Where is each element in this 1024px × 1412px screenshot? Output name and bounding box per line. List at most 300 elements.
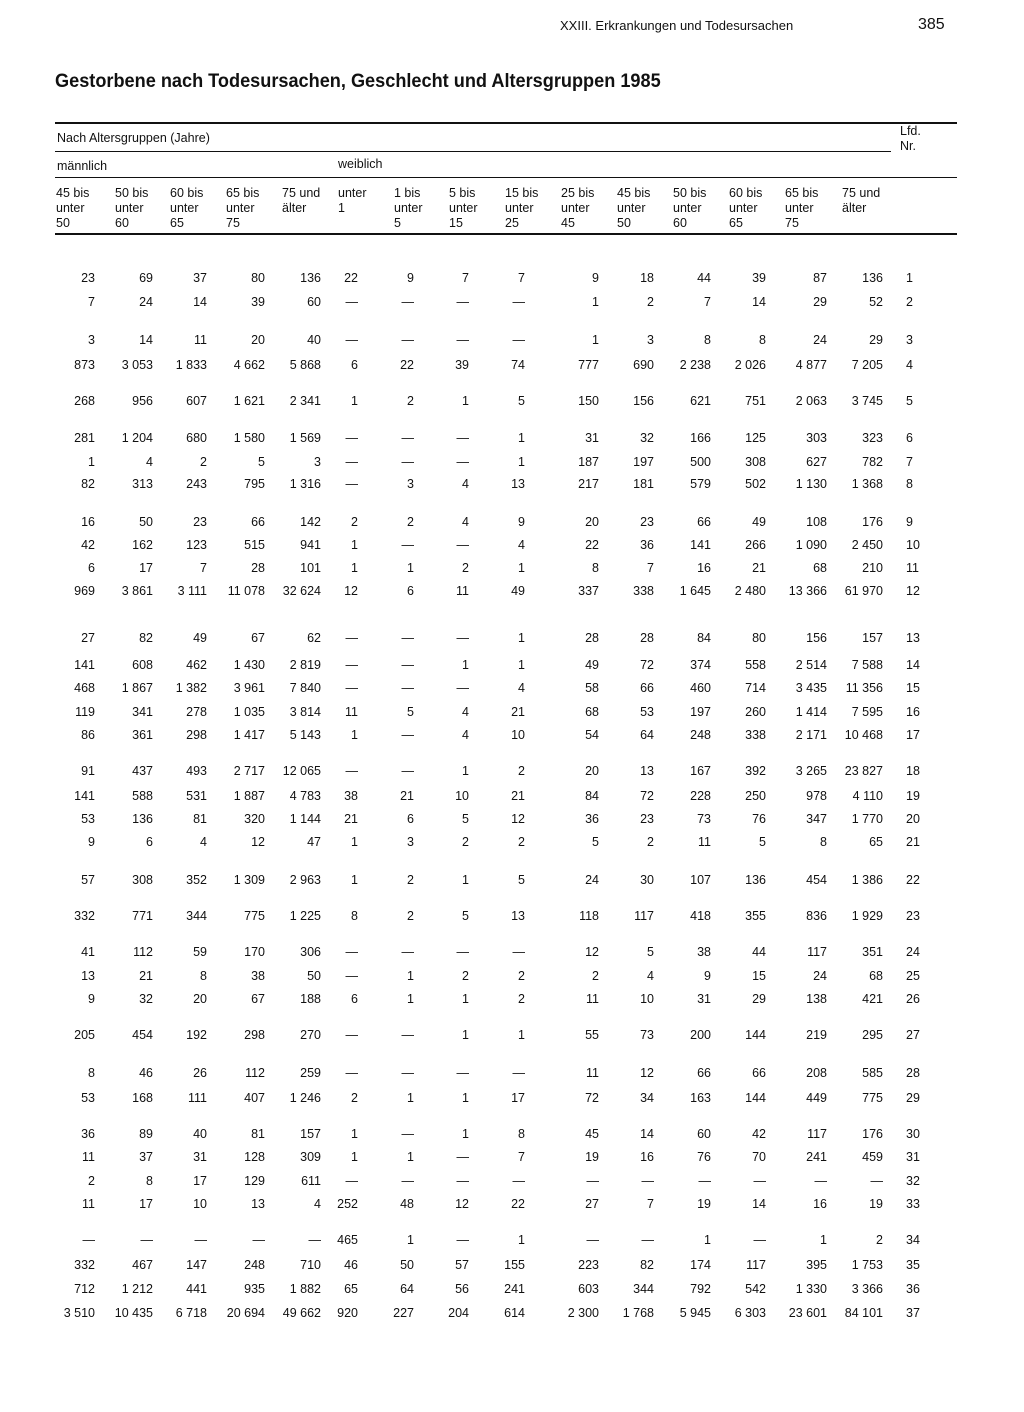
table-cell: 65	[344, 1282, 358, 1296]
table-cell: 308	[132, 873, 153, 887]
table-cell: 935	[244, 1282, 265, 1296]
column-header-line: 15	[449, 216, 463, 230]
table-cell: 278	[186, 705, 207, 719]
table-cell: 607	[186, 394, 207, 408]
table-cell: 156	[806, 631, 827, 645]
table-cell: —	[456, 538, 469, 552]
table-cell: 341	[132, 705, 153, 719]
table-cell: 68	[813, 561, 827, 575]
column-header	[170, 186, 203, 231]
table-cell: 12	[585, 945, 599, 959]
table-cell: —	[82, 1233, 95, 1247]
table-cell: 49	[585, 658, 599, 672]
table-cell: 1	[462, 1127, 469, 1141]
table-cell: 39	[752, 271, 766, 285]
table-cell: 775	[862, 1091, 883, 1105]
column-header-line: unter	[785, 201, 814, 215]
table-cell: 2 480	[734, 584, 766, 598]
table-cell: 588	[132, 789, 153, 803]
column-header-line: 65	[170, 216, 184, 230]
table-cell: 3	[407, 835, 414, 849]
table-cell: 3 366	[851, 1282, 883, 1296]
table-cell: 125	[745, 431, 766, 445]
table-cell: 332	[74, 909, 95, 923]
table-cell: 792	[690, 1282, 711, 1296]
table-cell: 20 694	[226, 1306, 265, 1320]
table-cell: 49	[752, 515, 766, 529]
table-cell: 14	[640, 1127, 654, 1141]
table-cell: —	[401, 1066, 414, 1080]
table-cell: 10	[640, 992, 654, 1006]
table-cell: —	[345, 455, 358, 469]
row-number: 37	[906, 1306, 920, 1320]
table-cell: 2	[462, 969, 469, 983]
table-cell: 1 035	[233, 705, 265, 719]
table-cell: 502	[745, 477, 766, 491]
column-header-line: unter	[561, 201, 590, 215]
table-cell: —	[401, 1028, 414, 1042]
table-cell: 60	[307, 295, 321, 309]
table-cell: 16	[813, 1197, 827, 1211]
table-cell: 1	[351, 538, 358, 552]
table-cell: 144	[745, 1028, 766, 1042]
row-number: 5	[906, 394, 913, 408]
table-cell: 176	[862, 1127, 883, 1141]
table-cell: —	[456, 631, 469, 645]
table-cell: 500	[690, 455, 711, 469]
table-cell: 344	[633, 1282, 654, 1296]
table-cell: 1	[351, 561, 358, 575]
row-number: 2	[906, 295, 913, 309]
table-cell: —	[401, 295, 414, 309]
table-cell: 84	[697, 631, 711, 645]
table-cell: —	[401, 631, 414, 645]
table-cell: —	[456, 455, 469, 469]
table-cell: 344	[186, 909, 207, 923]
table-cell: 15	[752, 969, 766, 983]
column-header-line: 1 bis	[394, 186, 421, 200]
table-cell: 5 945	[679, 1306, 711, 1320]
table-cell: 308	[745, 455, 766, 469]
table-cell: 46	[139, 1066, 153, 1080]
table-cell: 174	[690, 1258, 711, 1272]
table-cell: 53	[81, 812, 95, 826]
table-cell: 1 414	[795, 705, 827, 719]
row-number: 29	[906, 1091, 920, 1105]
table-cell: 2 450	[851, 538, 883, 552]
row-number: 19	[906, 789, 920, 803]
table-cell: 351	[862, 945, 883, 959]
table-cell: 243	[186, 477, 207, 491]
table-cell: 969	[74, 584, 95, 598]
table-cell: 3 510	[63, 1306, 95, 1320]
table-cell: 1	[351, 394, 358, 408]
table-cell: 1 645	[679, 584, 711, 598]
table-cell: —	[512, 1066, 525, 1080]
table-cell: 3 745	[851, 394, 883, 408]
table-cell: 166	[690, 431, 711, 445]
table-cell: 2	[407, 873, 414, 887]
row-number: 28	[906, 1066, 920, 1080]
row-number: 16	[906, 705, 920, 719]
table-cell: 4 783	[289, 789, 321, 803]
table-cell: 2 300	[567, 1306, 599, 1320]
table-cell: 13	[251, 1197, 265, 1211]
table-cell: 1	[407, 561, 414, 575]
table-cell: 67	[251, 992, 265, 1006]
table-cell: 46	[344, 1258, 358, 1272]
table-cell: 250	[745, 789, 766, 803]
table-cell: —	[401, 728, 414, 742]
table-cell: —	[456, 1150, 469, 1164]
table-cell: 460	[690, 681, 711, 695]
table-cell: 621	[690, 394, 711, 408]
table-cell: 418	[690, 909, 711, 923]
column-header	[561, 186, 594, 231]
row-number: 11	[906, 561, 919, 575]
column-header-line: unter	[170, 201, 199, 215]
table-cell: —	[308, 1233, 321, 1247]
table-cell: 1 212	[121, 1282, 153, 1296]
table-cell: 82	[81, 477, 95, 491]
table-cell: —	[641, 1174, 654, 1188]
table-cell: 1	[704, 1233, 711, 1247]
table-cell: 374	[690, 658, 711, 672]
table-cell: 76	[752, 812, 766, 826]
table-cell: 2	[592, 969, 599, 983]
table-cell: —	[345, 969, 358, 983]
table-cell: —	[753, 1233, 766, 1247]
table-cell: —	[456, 295, 469, 309]
column-header-line: unter	[449, 201, 478, 215]
table-cell: 836	[806, 909, 827, 923]
table-cell: 6	[88, 561, 95, 575]
table-cell: —	[345, 681, 358, 695]
column-header-line: 65 bis	[226, 186, 260, 200]
table-cell: 1 225	[289, 909, 321, 923]
table-cell: 337	[578, 584, 599, 598]
table-cell: —	[345, 431, 358, 445]
table-cell: 1	[462, 873, 469, 887]
column-header-line: 50 bis	[673, 186, 707, 200]
table-cell: 12	[640, 1066, 654, 1080]
table-cell: 8	[351, 909, 358, 923]
table-cell: 9	[518, 515, 525, 529]
table-cell: 1 867	[121, 681, 153, 695]
table-cell: 1 882	[289, 1282, 321, 1296]
table-cell: 1 144	[289, 812, 321, 826]
table-cell: 2 717	[233, 764, 265, 778]
column-header-line: 75	[785, 216, 799, 230]
table-cell: 12 065	[282, 764, 321, 778]
table-cell: 7 205	[851, 358, 883, 372]
table-cell: —	[401, 455, 414, 469]
table-cell: 1	[88, 455, 95, 469]
table-cell: 4	[314, 1197, 321, 1211]
table-cell: 162	[132, 538, 153, 552]
table-cell: 313	[132, 477, 153, 491]
table-cell: 48	[400, 1197, 414, 1211]
table-cell: —	[753, 1174, 766, 1188]
column-header	[115, 186, 148, 231]
table-cell: 136	[745, 873, 766, 887]
table-cell: 7	[88, 295, 95, 309]
table-cell: 338	[745, 728, 766, 742]
row-number: 20	[906, 812, 920, 826]
table-cell: 309	[300, 1150, 321, 1164]
table-cell: 45	[585, 1127, 599, 1141]
table-cell: 2	[518, 969, 525, 983]
table-cell: 37	[139, 1150, 153, 1164]
table-cell: 751	[745, 394, 766, 408]
table-cell: 52	[869, 295, 883, 309]
table-cell: 1	[462, 992, 469, 1006]
table-cell: 4	[200, 835, 207, 849]
table-cell: 407	[244, 1091, 265, 1105]
table-cell: 14	[193, 295, 207, 309]
table-cell: 459	[862, 1150, 883, 1164]
table-cell: 978	[806, 789, 827, 803]
table-cell: 81	[193, 812, 207, 826]
table-cell: 6	[146, 835, 153, 849]
table-cell: 2	[462, 561, 469, 575]
table-cell: 200	[690, 1028, 711, 1042]
table-cell: 3 814	[289, 705, 321, 719]
table-cell: 5 868	[289, 358, 321, 372]
column-header-line: 5 bis	[449, 186, 476, 200]
row-number: 31	[906, 1150, 920, 1164]
table-cell: 65	[869, 835, 883, 849]
age-group-label: Nach Altersgruppen (Jahre)	[57, 131, 210, 145]
column-header-line: 45 bis	[56, 186, 90, 200]
table-cell: 1 382	[175, 681, 207, 695]
table-cell: 690	[633, 358, 654, 372]
row-number: 4	[906, 358, 913, 372]
table-cell: 6 303	[734, 1306, 766, 1320]
table-cell: 17	[193, 1174, 207, 1188]
table-cell: 7	[647, 1197, 654, 1211]
table-cell: 361	[132, 728, 153, 742]
table-cell: 1	[462, 764, 469, 778]
table-cell: 268	[74, 394, 95, 408]
table-cell: 1	[820, 1233, 827, 1247]
table-cell: —	[814, 1174, 827, 1188]
table-cell: 2	[876, 1233, 883, 1247]
table-cell: 1 386	[851, 873, 883, 887]
column-header-line: unter	[394, 201, 423, 215]
row-number: 17	[906, 728, 920, 742]
row-number: 1	[906, 271, 913, 285]
row-number: 27	[906, 1028, 920, 1042]
table-cell: 64	[640, 728, 654, 742]
table-cell: 204	[448, 1306, 469, 1320]
table-cell: 3 861	[121, 584, 153, 598]
row-number: 36	[906, 1282, 920, 1296]
table-cell: 712	[74, 1282, 95, 1296]
table-cell: 7	[647, 561, 654, 575]
table-cell: 4	[462, 515, 469, 529]
table-cell: 8	[518, 1127, 525, 1141]
table-cell: 1	[351, 728, 358, 742]
table-cell: —	[401, 538, 414, 552]
column-header-line: 5	[394, 216, 401, 230]
table-cell: 29	[813, 295, 827, 309]
table-cell: 86	[81, 728, 95, 742]
table-cell: 4 662	[233, 358, 265, 372]
table-cell: —	[252, 1233, 265, 1247]
table-cell: 13	[511, 477, 525, 491]
table-cell: 123	[186, 538, 207, 552]
table-cell: 1	[462, 1028, 469, 1042]
table-cell: 8	[592, 561, 599, 575]
table-cell: 352	[186, 873, 207, 887]
column-header-line: unter	[115, 201, 144, 215]
table-cell: 7	[518, 271, 525, 285]
table-cell: 112	[245, 1066, 265, 1080]
table-cell: 27	[585, 1197, 599, 1211]
table-cell: 1	[351, 873, 358, 887]
table-cell: —	[140, 1233, 153, 1247]
table-cell: 14	[752, 295, 766, 309]
table-cell: 37	[193, 271, 207, 285]
table-cell: 2 341	[289, 394, 321, 408]
table-cell: 260	[745, 705, 766, 719]
table-cell: 112	[133, 945, 153, 959]
table-cell: 208	[806, 1066, 827, 1080]
table-cell: 1 417	[233, 728, 265, 742]
table-cell: 5	[592, 835, 599, 849]
table-cell: 24	[813, 333, 827, 347]
table-cell: 150	[578, 394, 599, 408]
table-cell: 7	[518, 1150, 525, 1164]
table-cell: 468	[74, 681, 95, 695]
row-number: 26	[906, 992, 920, 1006]
table-cell: 542	[745, 1282, 766, 1296]
table-cell: 128	[244, 1150, 265, 1164]
table-cell: 421	[862, 992, 883, 1006]
table-cell: 11	[82, 1150, 95, 1164]
table-cell: 3 961	[233, 681, 265, 695]
column-header-line: 75 und	[282, 186, 321, 200]
table-cell: —	[401, 1174, 414, 1188]
column-header-line: 60 bis	[729, 186, 763, 200]
table-cell: 23 827	[844, 764, 883, 778]
table-cell: 155	[504, 1258, 525, 1272]
table-cell: 67	[251, 631, 265, 645]
table-cell: 138	[806, 992, 827, 1006]
table-cell: 2	[518, 835, 525, 849]
column-header-line: 45 bis	[617, 186, 651, 200]
row-number: 22	[906, 873, 920, 887]
column-header-line: unter	[226, 201, 255, 215]
group-rule	[55, 151, 891, 152]
table-cell: 10	[455, 789, 469, 803]
table-cell: —	[194, 1233, 207, 1247]
table-cell: 36	[640, 538, 654, 552]
table-cell: 107	[690, 873, 711, 887]
table-cell: 920	[337, 1306, 358, 1320]
table-cell: —	[345, 658, 358, 672]
table-cell: 8	[820, 835, 827, 849]
table-cell: 465	[337, 1233, 358, 1247]
table-cell: 58	[585, 681, 599, 695]
table-cell: 1 833	[175, 358, 207, 372]
table-cell: 1	[407, 1150, 414, 1164]
table-cell: —	[512, 945, 525, 959]
table-cell: 50	[400, 1258, 414, 1272]
table-cell: 1 569	[289, 431, 321, 445]
table-cell: 170	[244, 945, 265, 959]
male-label: männlich	[57, 159, 108, 173]
table-cell: 44	[697, 271, 711, 285]
column-header-line: 50	[56, 216, 70, 230]
table-cell: 197	[633, 455, 654, 469]
table-cell: 449	[806, 1091, 827, 1105]
table-cell: —	[401, 945, 414, 959]
table-cell: 777	[578, 358, 599, 372]
table-cell: 228	[690, 789, 711, 803]
table-cell: 241	[504, 1282, 525, 1296]
column-header	[617, 186, 650, 231]
table-cell: 2 514	[795, 658, 827, 672]
header-top-rule	[55, 122, 957, 124]
table-cell: 1 887	[233, 789, 265, 803]
table-cell: 1	[462, 394, 469, 408]
table-cell: —	[870, 1174, 883, 1188]
table-cell: —	[698, 1174, 711, 1188]
table-cell: 1 770	[851, 812, 883, 826]
table-cell: 2	[407, 515, 414, 529]
table-cell: 129	[244, 1174, 265, 1188]
table-cell: 22	[585, 538, 599, 552]
table-cell: 941	[300, 538, 321, 552]
table-cell: 32	[139, 992, 153, 1006]
column-header-line: 65 bis	[785, 186, 819, 200]
table-cell: 1	[518, 1233, 525, 1247]
column-header-line: 60	[115, 216, 129, 230]
table-cell: 1 768	[622, 1306, 654, 1320]
table-cell: 1	[518, 455, 525, 469]
table-cell: 19	[697, 1197, 711, 1211]
table-cell: 3	[88, 333, 95, 347]
table-cell: 14	[139, 333, 153, 347]
table-cell: 2	[351, 1091, 358, 1105]
table-cell: 21	[139, 969, 153, 983]
table-cell: 7 840	[289, 681, 321, 695]
table-cell: 1	[407, 1233, 414, 1247]
table-cell: 53	[81, 1091, 95, 1105]
table-cell: 42	[81, 538, 95, 552]
table-cell: 4 877	[795, 358, 827, 372]
table-cell: 23	[640, 515, 654, 529]
table-cell: 1 753	[851, 1258, 883, 1272]
table-cell: —	[512, 333, 525, 347]
table-cell: 5	[407, 705, 414, 719]
table-cell: 1	[592, 295, 599, 309]
table-cell: 395	[806, 1258, 827, 1272]
table-cell: 9	[407, 271, 414, 285]
table-cell: 5	[462, 812, 469, 826]
table-cell: 26	[193, 1066, 207, 1080]
table-cell: 17	[511, 1091, 525, 1105]
table-cell: 11	[345, 705, 358, 719]
table-cell: 1	[462, 1091, 469, 1105]
table-cell: —	[345, 945, 358, 959]
table-cell: 9	[88, 835, 95, 849]
table-cell: 347	[806, 812, 827, 826]
table-cell: 36	[81, 1127, 95, 1141]
column-header-line: unter	[56, 201, 85, 215]
